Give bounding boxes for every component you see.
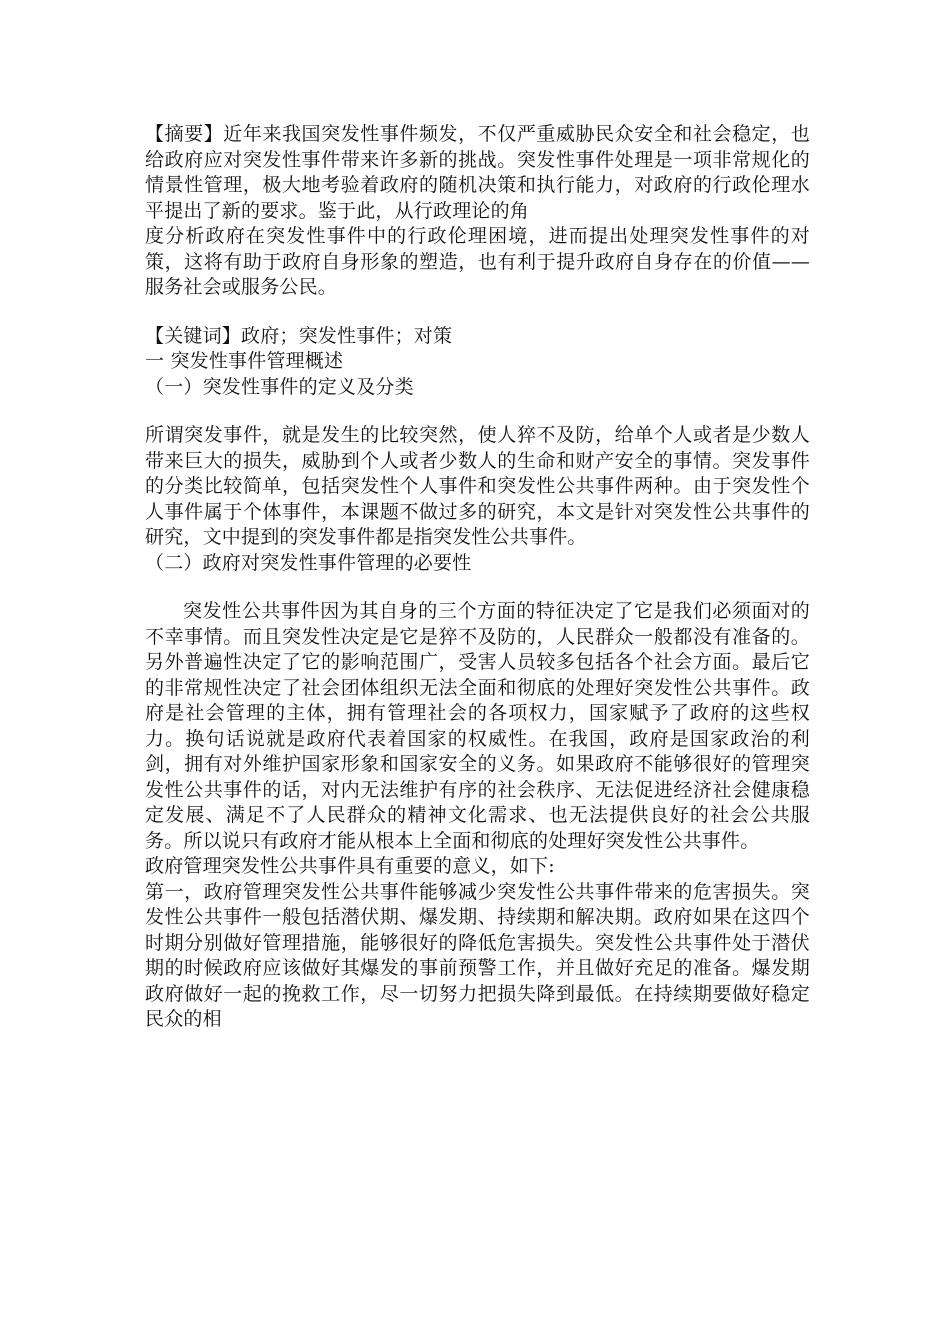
subsection-2-body: 突发性公共事件因为其自身的三个方面的特征决定了它是我们必须面对的不幸事情。而且突发性决定是它是猝不及防的，人民群众一般都没有准备的。另外普遍性决定了它的影响范围广，受害人员较多包括各个社会方面。最后它的非常规性决定了社会团体组织无法全面和彻底的处理好突发性公共事件。政府是社会管理的主体，拥有管理社会的各项权力，国家赋予了政府的这些权力。换句话说就是政府代表着国家的权威性。在我国，政府是国家政治的利剑，拥有对外维护国家形象和国家安全的义务。如果政府不能够很好的管理突发性公共事件的话，对内无法维护有序的社会秩序、无法促进经济社会健康稳定发展、满足不了人民群众的精神文化需求、也无法提供良好的社会公共服务。所以说只有政府才能从根本上全面和彻底的处理好突发性公共事件。 (145, 600, 810, 852)
point-1-paragraph: 第一，政府管理突发性公共事件能够减少突发性公共事件带来的危害损失。突发性公共事件一般包括潜伏期、爆发期、持续期和解决期。政府如果在这四个时期分别做好管理措施，能够很好的降低危害损失。突发性公共事件处于潜伏期的时候政府应该做好其爆发的事前预警工作，并且做好充足的准备。爆发期政府做好一起的挽救工作，尽一切努力把损失降到最低。在持续期要做好稳定民众的相 (145, 880, 810, 1030)
abstract-paragraph-2: 度分析政府在突发性事件中的行政伦理困境，进而提出处理突发性事件的对策，这将有助于政府自身形象的塑造，也有利于提升政府自身存在的价值——服务社会或服务公民。 (145, 225, 810, 298)
subsection-2-title: （二）政府对突发性事件管理的必要性 (145, 551, 472, 574)
significance-intro: 政府管理突发性公共事件具有重要的意义，如下: (145, 855, 555, 877)
subsection-1-body: 所谓突发事件，就是发生的比较突然，使人猝不及防，给单个人或者是少数人带来巨大的损失，威胁到个人或者少数人的生命和财产安全的事情。突发事件的分类比较简单，包括突发性个人事件和突发性公共事件两种。由于突发性个人事件属于个体事件，本课题不做过多的研究，本文是针对突发性公共事件的研究，文中提到的突发事件都是指突发性公共事件。 (145, 424, 810, 548)
keywords-line: 【关键词】政府；突发性事件；对策 (145, 324, 453, 347)
subsection-1-title: （一）突发性事件的定义及分类 (145, 375, 414, 398)
document-page (145, 122, 810, 1033)
section-1-title: 一 突发性事件管理概述 (145, 350, 344, 372)
abstract-paragraph-1: 【摘要】近年来我国突发性事件频发，不仅严重威胁民众安全和社会稳定，也给政府应对突发性事件带来许多新的挑战。突发性事件处理是一项非常规化的情景性管理，极大地考验着政府的随机决策和执行能力，对政府的行政伦理水平提出了新的要求。鉴于此，从行政理论的角 (145, 123, 810, 222)
